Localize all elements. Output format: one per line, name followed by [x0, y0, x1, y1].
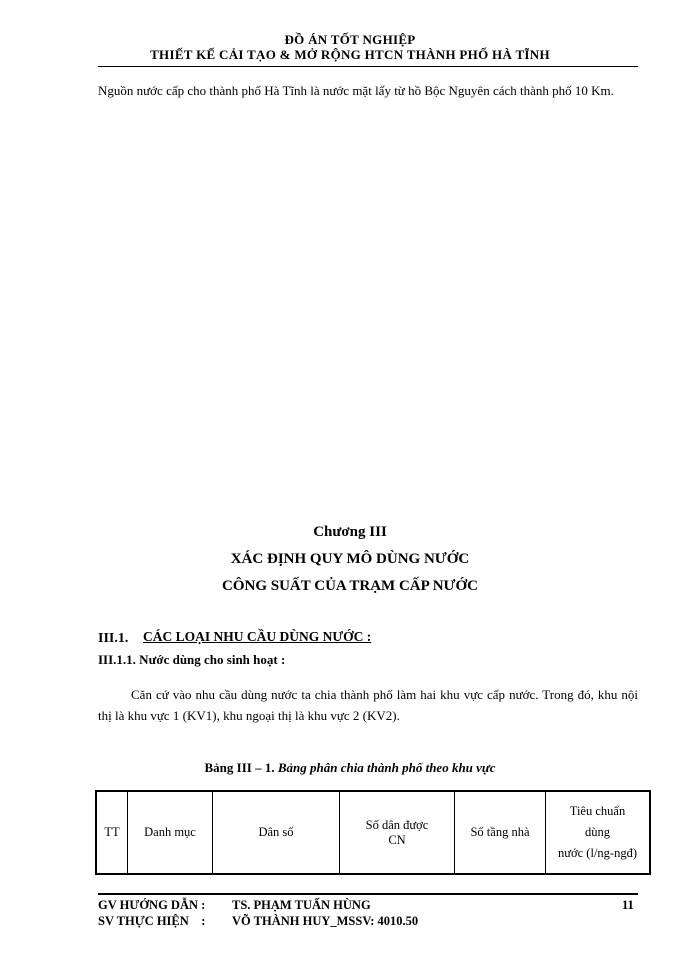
header-tt: TT	[96, 791, 128, 874]
chapter-title-line1: XÁC ĐỊNH QUY MÔ DÙNG NƯỚC	[230, 551, 470, 567]
body-paragraph: Căn cứ vào nhu cầu dùng nước ta chia thành phố làm hai khu vực cấp nước. Trong đó, khu nội thị là khu vực 1 (KV1), khu ngoại thị là khu vực 2 (KV2).	[98, 687, 638, 723]
footer-gv-name: TS. PHẠM TUẤN HÙNG	[232, 898, 371, 912]
footer-sv-label: SV THỰC HIỆN :	[98, 914, 206, 928]
table-caption-label: Bảng III – 1.	[204, 760, 275, 775]
header-tieu-chuan	[546, 791, 651, 874]
header-so-dan	[340, 791, 455, 874]
header-title: ĐỒ ÁN TỐT NGHIỆP	[284, 32, 416, 47]
header-tieu-chuan-line2: dùng	[585, 825, 610, 839]
zone-table	[95, 790, 651, 875]
header-so-dan-line2: CN	[388, 832, 406, 847]
chapter-title-line2: CÔNG SUẤT CỦA TRẠM CẤP NƯỚC	[222, 578, 478, 594]
header-dan-so: Dân số	[213, 791, 340, 874]
section-number: III.1.	[98, 631, 129, 646]
header-so-tang: Số tầng nhà	[455, 791, 546, 874]
header-tieu-chuan-line3: nước (l/ng-ngđ)	[558, 846, 637, 860]
header-subtitle: THIẾT KẾ CẢI TẠO & MỞ RỘNG HTCN THÀNH PHỐ HÀ TĨNH	[150, 47, 550, 62]
header-tieu-chuan-line1: Tiêu chuẩn	[569, 804, 626, 818]
footer-gv-label: GV HƯỚNG DẪN :	[98, 898, 206, 912]
table-caption-title: Bảng phân chia thành phố theo khu vực	[277, 760, 496, 775]
header-rule	[98, 66, 638, 67]
footer-rule	[98, 893, 638, 895]
chapter-number: Chương III	[313, 524, 387, 540]
footer-page-number: 11	[622, 898, 634, 912]
table-header-row	[96, 791, 650, 874]
header-so-dan-line1: Số dân được	[365, 817, 429, 832]
section-title: CÁC LOẠI NHU CẦU DÙNG NƯỚC :	[143, 629, 372, 644]
footer-sv-name: VÕ THÀNH HUY_MSSV: 4010.50	[232, 914, 419, 928]
header-danh-muc: Danh mục	[128, 791, 213, 874]
intro-paragraph: Nguồn nước cấp cho thành phố Hà Tĩnh là nước mặt lấy từ hồ Bộc Nguyên cách thành phố 10 Km.	[98, 83, 614, 98]
subsection-title: III.1.1. Nước dùng cho sinh hoạt :	[98, 652, 286, 667]
table-caption	[0, 760, 700, 776]
